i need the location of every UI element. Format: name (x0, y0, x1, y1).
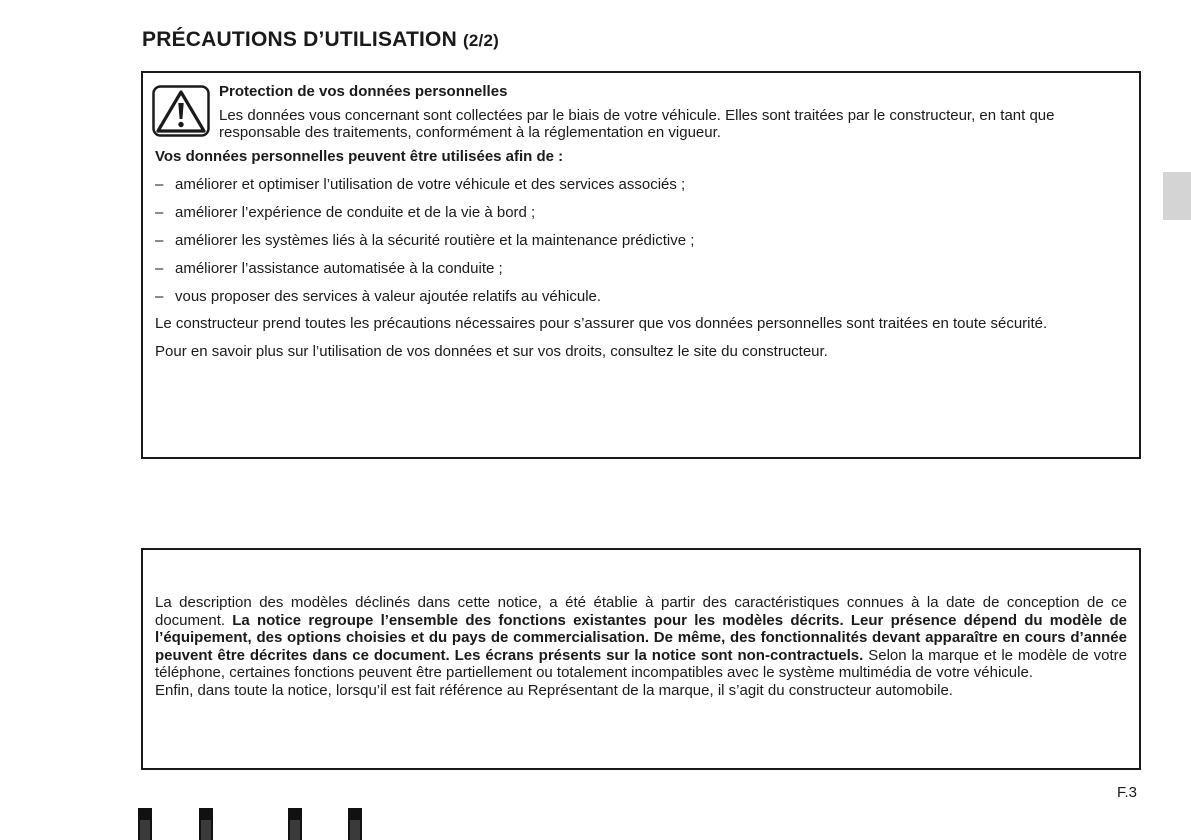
notice-text-part1: La description des modèles déclinés dans cette notice, a été établie à partir des caractéristiques connues à la date de conception de ce document. (155, 594, 1127, 629)
page-title-part: (2/2) (463, 31, 499, 50)
print-registration-mark (288, 808, 302, 840)
notice-disclaimer-box (141, 548, 1141, 770)
warning-intro: Les données vous concernant sont collectées par le biais de votre véhicule. Elles sont traitées par le constructeur, en tant que responsable des traitements, conformément à la réglementation en vigueur. (219, 106, 1055, 141)
list-item (155, 176, 1127, 194)
page-title (142, 28, 499, 52)
list-item-text: vous proposer des services à valeur ajoutée relatifs au véhicule. (175, 287, 602, 305)
warning-triangle-icon (152, 85, 210, 137)
print-registration-mark (348, 808, 362, 840)
usage-list (155, 176, 1127, 306)
list-item-text: améliorer l’expérience de conduite et de la vie à bord ; (175, 203, 536, 221)
dash-marker: – (155, 231, 164, 249)
notice-last-line: Enfin, dans toute la notice, lorsqu’il est fait référence au Représentant de la marque, il s’agit du constructeur automobile. (155, 681, 953, 699)
notice-text-bold: La notice regroupe l’ensemble des fonctions existantes pour les modèles décrits. Leur présence dépend du modèle de l’équipement, des options choisies et du pays de commercialisation. De même, des fonctionnalités devant apparaître en cours d’année peuvent être décrites dans ce document. Les écrans présents sur la notice sont non-contractuels. (155, 611, 1127, 664)
list-item (155, 232, 1127, 250)
warning-header (155, 83, 1127, 142)
dash-marker: – (155, 287, 164, 305)
dash-marker: – (155, 175, 164, 193)
page-number: F.3 (1117, 784, 1138, 801)
page-title-main: PRÉCAUTIONS D’UTILISATION (142, 28, 457, 51)
security-paragraph: Le constructeur prend toutes les précautions nécessaires pour s’assurer que vos données personnelles sont traitées en toute sécurité. (155, 315, 1048, 332)
dash-marker: – (155, 259, 164, 277)
list-item-text: améliorer et optimiser l’utilisation de votre véhicule et des services associés ; (175, 175, 686, 193)
usage-lead: Vos données personnelles peuvent être utilisées afin de : (155, 147, 564, 165)
print-registration-mark (138, 808, 152, 840)
print-registration-mark (199, 808, 213, 840)
list-item-text: améliorer les systèmes liés à la sécurité routière et la maintenance prédictive ; (175, 231, 695, 249)
dash-marker: – (155, 203, 164, 221)
warning-title: Protection de vos données personnelles (219, 83, 508, 100)
section-side-tab (1163, 172, 1191, 220)
info-paragraph: Pour en savoir plus sur l’utilisation de vos données et sur vos droits, consultez le site du constructeur. (155, 342, 828, 360)
data-protection-box (141, 71, 1141, 459)
list-item (155, 260, 1127, 278)
list-item-text: améliorer l’assistance automatisée à la conduite ; (175, 259, 503, 277)
list-item (155, 288, 1127, 306)
list-item (155, 204, 1127, 222)
notice-paragraph (155, 594, 1127, 682)
notice-text-part3: Selon la marque et le modèle de votre téléphone, certaines fonctions peuvent être partiellement ou totalement incompatibles avec le système multimédia de votre véhicule. (155, 646, 1127, 681)
